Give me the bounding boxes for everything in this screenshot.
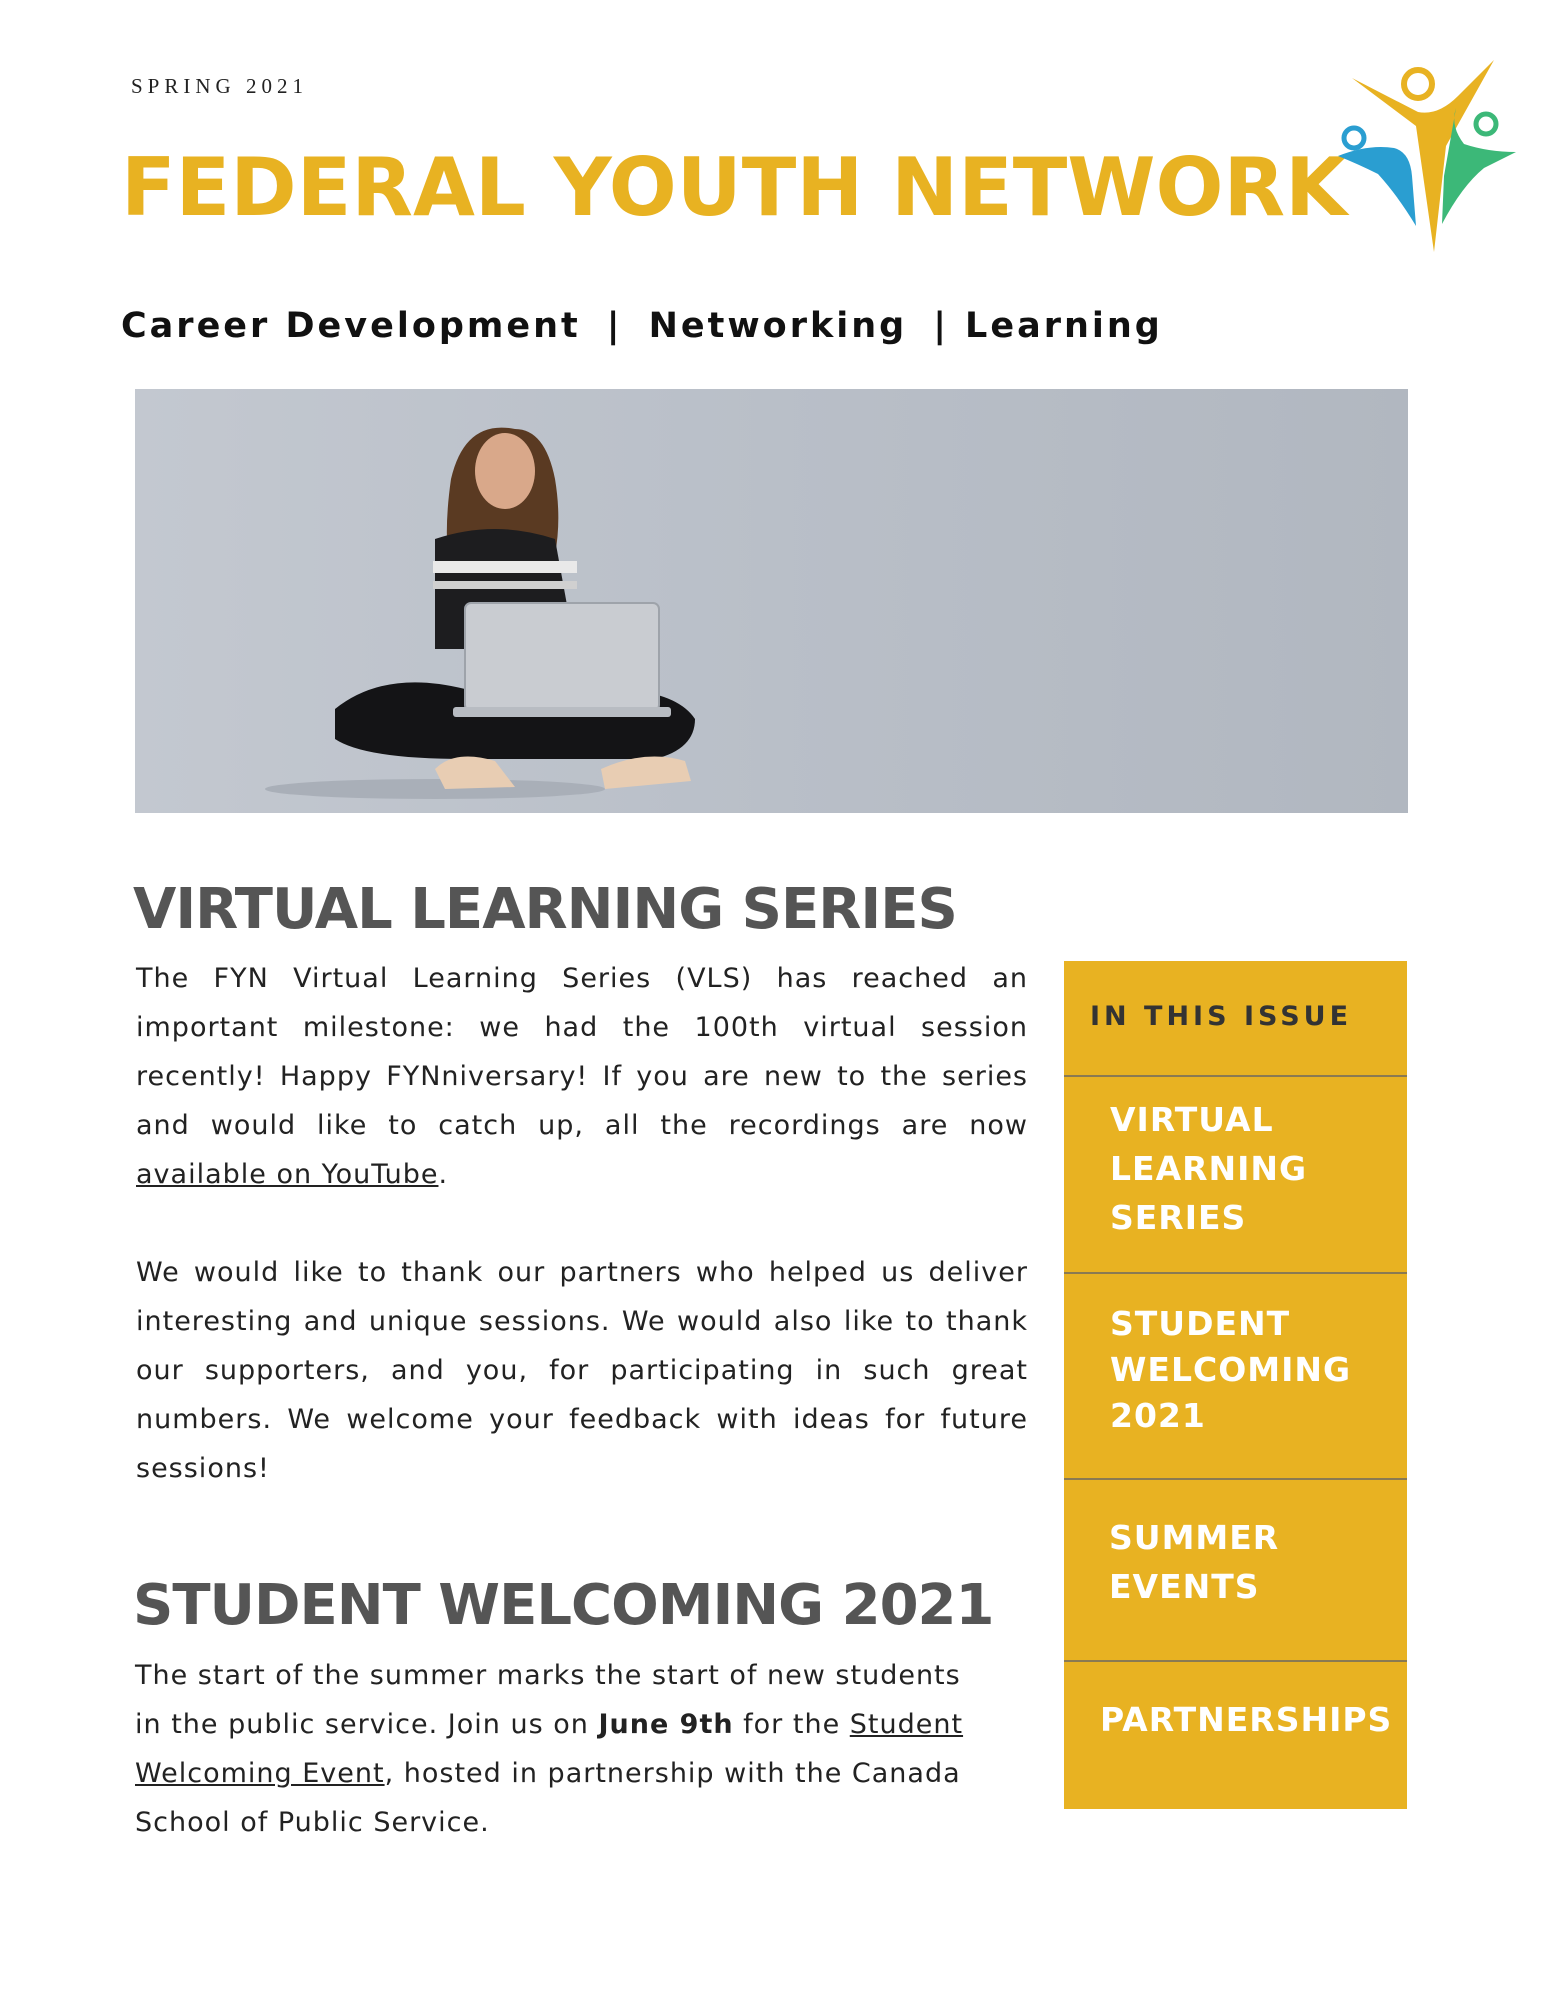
tagline xyxy=(121,306,1163,346)
sidebar-item-line: SUMMER xyxy=(1109,1518,1280,1557)
sidebar-item-partnerships[interactable] xyxy=(1100,1695,1392,1744)
in-this-issue-sidebar xyxy=(1064,961,1407,1809)
sw-event-date: June 9th xyxy=(598,1709,734,1740)
logo-green-head xyxy=(1476,114,1496,134)
sidebar-item-line: VIRTUAL xyxy=(1110,1100,1274,1139)
tagline-career-development: Career Development xyxy=(121,306,581,346)
sidebar-item-line: SERIES xyxy=(1110,1198,1247,1237)
sw-text-mid: for the xyxy=(733,1709,850,1740)
sidebar-divider xyxy=(1064,1272,1407,1274)
section-heading-virtual-learning-series: VIRTUAL LEARNING SERIES xyxy=(133,877,957,942)
sidebar-item-summer-events[interactable] xyxy=(1109,1513,1279,1611)
sw-text-start: The start of the summer marks the start of new students in the public service. Join us on xyxy=(135,1660,961,1740)
sidebar-item-line: PARTNERSHIPS xyxy=(1100,1700,1393,1739)
sw-text-end: , hosted in partnership with the Canada School of Public Service. xyxy=(135,1758,961,1838)
sidebar-divider xyxy=(1064,1478,1407,1480)
student-welcoming-paragraph xyxy=(135,1651,967,1847)
logo-blue-head xyxy=(1344,128,1364,148)
youtube-recordings-link[interactable]: available on YouTube xyxy=(136,1159,439,1190)
sidebar-item-line: LEARNING xyxy=(1110,1149,1308,1188)
section-heading-student-welcoming: STUDENT WELCOMING 2021 xyxy=(133,1573,994,1638)
logo-yellow-head xyxy=(1404,70,1432,98)
tagline-separator: | xyxy=(606,306,623,346)
student-welcoming-event-link[interactable]: Student Welcoming Event xyxy=(135,1709,964,1789)
fyn-logo-icon xyxy=(1338,56,1516,252)
vls-paragraph-1-text: The FYN Virtual Learning Series (VLS) has reached an important milestone: we had the 100th virtual session recently! Happy FYNniversary! If you are new to the series and would like to catch up, all the recordings are now xyxy=(136,963,1028,1141)
vls-paragraph-2: We would like to thank our partners who helped us deliver interesting and unique sessions. We would also like to thank our supporters, and you, for participating in such great numbers. We welcome your feedback with ideas for future sessions! xyxy=(136,1257,1028,1484)
issue-date: SPRING 2021 xyxy=(131,74,308,98)
hero-photo xyxy=(135,389,1408,813)
sidebar-header: IN THIS ISSUE xyxy=(1090,1001,1353,1032)
sidebar-divider xyxy=(1064,1075,1407,1077)
sidebar-item-line: 2021 xyxy=(1110,1396,1206,1435)
newsletter-title: FEDERAL YOUTH NETWORK xyxy=(121,141,1348,234)
vls-paragraph-1 xyxy=(136,954,1028,1199)
tagline-learning: Learning xyxy=(965,306,1163,346)
sidebar-item-line: EVENTS xyxy=(1109,1567,1260,1606)
logo-green-figure xyxy=(1442,108,1516,224)
vls-paragraph-1-end: . xyxy=(438,1159,449,1190)
tagline-separator: | xyxy=(933,306,950,346)
tagline-networking: Networking xyxy=(648,306,908,346)
sidebar-item-student-welcoming[interactable] xyxy=(1110,1301,1351,1439)
sidebar-item-virtual-learning-series[interactable] xyxy=(1110,1095,1307,1242)
sidebar-item-line: WELCOMING xyxy=(1110,1350,1352,1389)
woman-with-laptop-illustration xyxy=(135,389,1408,813)
sidebar-item-line: STUDENT xyxy=(1110,1304,1291,1343)
sidebar-divider xyxy=(1064,1660,1407,1662)
logo-blue-figure xyxy=(1338,147,1416,226)
